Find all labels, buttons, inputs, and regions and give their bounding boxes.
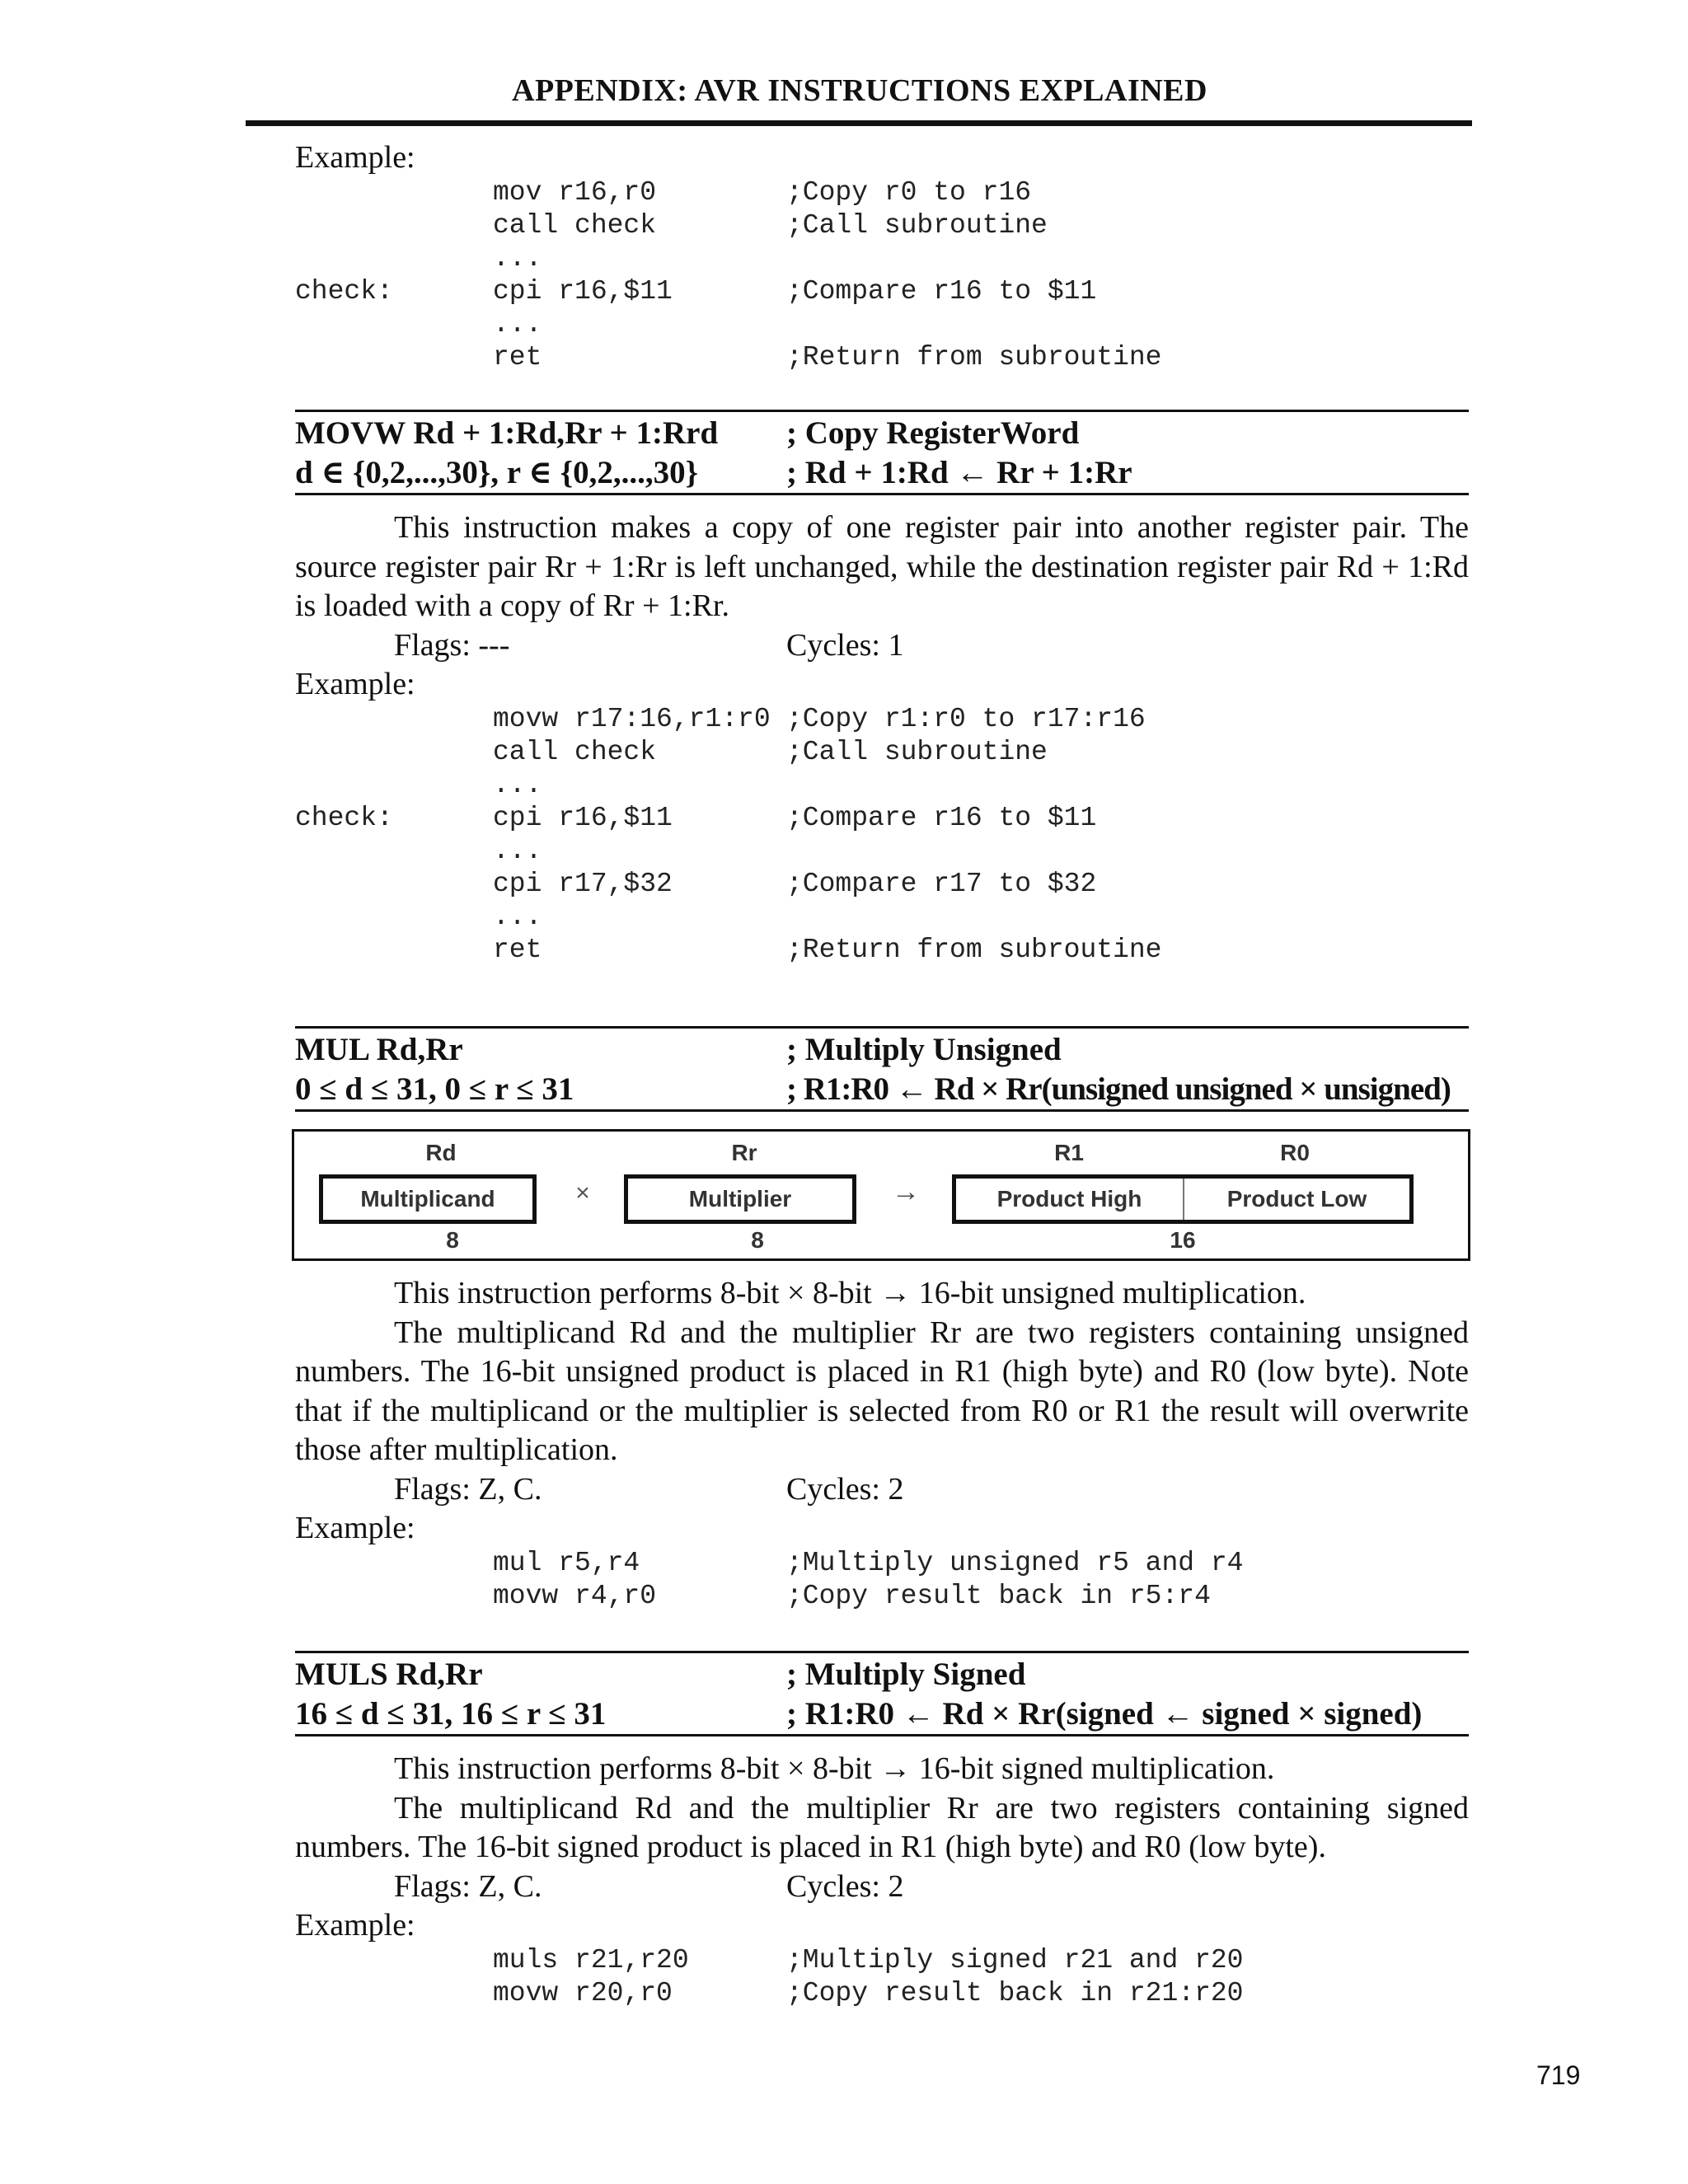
code-line bbox=[295, 736, 1469, 769]
code-instruction: ... bbox=[493, 835, 542, 866]
code-line bbox=[295, 1580, 1469, 1613]
instruction-operation: ; R1:R0 ← Rd × Rr(unsigned unsigned × unsigned) bbox=[786, 1071, 1451, 1107]
times-symbol: × bbox=[575, 1179, 590, 1207]
product-box bbox=[952, 1174, 1414, 1224]
description: This instruction performs 8-bit × 8-bit → 16-bit signed multiplication. bbox=[394, 1751, 1275, 1786]
code-line bbox=[295, 1547, 1469, 1580]
code-instruction: cpi r17,$32 bbox=[493, 868, 673, 899]
code-instruction: movw r17:16,r1:r0 bbox=[493, 703, 771, 734]
arrow-symbol: → bbox=[892, 1176, 920, 1207]
code-line bbox=[295, 209, 1469, 242]
product-high-text: Product High bbox=[956, 1179, 1184, 1220]
instruction-operation: ; Rd + 1:Rd ← Rr + 1:Rr bbox=[786, 455, 1132, 490]
code-label bbox=[295, 308, 493, 341]
code-label bbox=[295, 242, 493, 275]
instruction-header bbox=[295, 1026, 1469, 1112]
instruction-title: ; Multiply Unsigned bbox=[786, 1032, 1062, 1067]
code-instruction: mov r16,r0 bbox=[493, 177, 657, 208]
code-label bbox=[295, 176, 493, 209]
code-block bbox=[295, 1547, 1469, 1613]
example-label: Example: bbox=[295, 1510, 415, 1545]
mul-body bbox=[295, 1274, 1469, 1613]
code-label bbox=[295, 1977, 493, 2010]
code-label: check: bbox=[295, 802, 393, 833]
rr-bits: 8 bbox=[751, 1227, 764, 1253]
instruction-title: ; Multiply Signed bbox=[786, 1657, 1026, 1692]
instruction-operands: d ∈ {0,2,...,30}, r ∈ {0,2,...,30} bbox=[295, 455, 699, 490]
code-line bbox=[295, 802, 1469, 835]
code-label bbox=[295, 835, 493, 868]
code-instruction: ret bbox=[493, 934, 542, 965]
code-comment: ;Copy r0 to r16 bbox=[786, 177, 1032, 208]
code-comment: ;Return from subroutine bbox=[786, 934, 1162, 965]
description: This instruction performs 8-bit × 8-bit → 16-bit unsigned multiplication. bbox=[394, 1276, 1306, 1310]
code-label bbox=[295, 868, 493, 901]
rd-label: Rd bbox=[425, 1140, 457, 1165]
code-comment: ;Return from subroutine bbox=[786, 342, 1162, 373]
code-instruction: cpi r16,$11 bbox=[493, 802, 673, 833]
r1-label: R1 bbox=[1054, 1140, 1084, 1165]
multiplication-diagram bbox=[292, 1129, 1470, 1261]
instruction-header bbox=[295, 410, 1469, 495]
code-comment: ;Call subroutine bbox=[786, 736, 1048, 767]
code-line bbox=[295, 308, 1469, 341]
code-instruction: ... bbox=[493, 243, 542, 274]
flags: Flags: Z, C. bbox=[394, 1868, 542, 1904]
code-instruction: movw r4,r0 bbox=[493, 1580, 657, 1611]
top-example bbox=[295, 138, 1469, 374]
example-label: Example: bbox=[295, 1907, 415, 1943]
code-label bbox=[295, 209, 493, 242]
description: The multiplicand Rd and the multiplier Rr are two registers containing signed numbers. The 16-bit signed product is placed in R1 (high byte) and R0 (low byte). bbox=[295, 1790, 1469, 1864]
code-label bbox=[295, 769, 493, 802]
code-label bbox=[295, 934, 493, 967]
code-line bbox=[295, 242, 1469, 275]
r0-label: R0 bbox=[1280, 1140, 1310, 1165]
code-instruction: call check bbox=[493, 210, 657, 241]
cycles: Cycles: 1 bbox=[786, 627, 904, 663]
page-number: 719 bbox=[1536, 2060, 1581, 2090]
rr-label: Rr bbox=[731, 1140, 757, 1165]
flags: Flags: --- bbox=[394, 627, 510, 663]
code-line bbox=[295, 934, 1469, 967]
code-line bbox=[295, 769, 1469, 802]
mul-section bbox=[295, 1026, 1469, 1112]
flags: Flags: Z, C. bbox=[394, 1471, 542, 1507]
code-instruction: call check bbox=[493, 736, 657, 767]
code-comment: ;Multiply unsigned r5 and r4 bbox=[786, 1547, 1244, 1578]
header-rule bbox=[246, 120, 1472, 126]
instruction-operation: ; R1:R0 ← Rd × Rr(signed ← signed × signed) bbox=[786, 1696, 1423, 1732]
description: This instruction makes a copy of one register pair into another register pair. The source register pair Rr + 1:Rr is left unchanged, while the destination register pair Rd + 1:Rd is loaded with a copy of Rr + 1:Rr. bbox=[295, 510, 1469, 623]
code-instruction: ... bbox=[493, 309, 542, 340]
code-comment: ;Compare r17 to $32 bbox=[786, 868, 1097, 899]
instruction-syntax: MULS Rd,Rr bbox=[295, 1657, 483, 1692]
code-line bbox=[295, 176, 1469, 209]
flags-cycles bbox=[295, 626, 1469, 665]
code-comment: ;Copy r1:r0 to r17:r16 bbox=[786, 703, 1146, 734]
multiplier-text: Multiplier bbox=[688, 1186, 792, 1212]
multiplicand-text: Multiplicand bbox=[360, 1186, 495, 1212]
code-instruction: ... bbox=[493, 901, 542, 932]
code-label bbox=[295, 736, 493, 769]
cycles: Cycles: 2 bbox=[786, 1868, 904, 1904]
product-low-text: Product Low bbox=[1226, 1186, 1367, 1212]
code-comment: ;Call subroutine bbox=[786, 210, 1048, 241]
code-line bbox=[295, 275, 1469, 308]
code-line bbox=[295, 835, 1469, 868]
code-instruction: cpi r16,$11 bbox=[493, 276, 673, 307]
code-comment: ;Copy result back in r5:r4 bbox=[786, 1580, 1211, 1611]
code-instruction: ret bbox=[493, 342, 542, 373]
code-line bbox=[295, 868, 1469, 901]
flags-cycles bbox=[295, 1868, 1469, 1906]
multiplicand-box bbox=[319, 1174, 537, 1224]
flags-cycles bbox=[295, 1470, 1469, 1509]
instruction-syntax: MOVW Rd + 1:Rd,Rr + 1:Rrd bbox=[295, 415, 719, 451]
code-label bbox=[295, 341, 493, 374]
example-label: Example: bbox=[295, 666, 415, 701]
instruction-syntax: MUL Rd,Rr bbox=[295, 1032, 463, 1067]
code-label: check: bbox=[295, 276, 393, 307]
code-block bbox=[295, 1944, 1469, 2010]
code-label bbox=[295, 901, 493, 934]
movw-section bbox=[295, 410, 1469, 967]
code-line bbox=[295, 341, 1469, 374]
description: The multiplicand Rd and the multiplier Rr are two registers containing unsigned numbers. The 16-bit unsigned product is placed in R1 (high byte) and R0 (low byte). Note that if the multiplicand or the multiplier is selected from R0 or R1 the result will overwrite those after multiplication. bbox=[295, 1315, 1469, 1467]
example-label: Example: bbox=[295, 140, 415, 175]
instruction-header bbox=[295, 1651, 1469, 1736]
instruction-operands: 0 ≤ d ≤ 31, 0 ≤ r ≤ 31 bbox=[295, 1071, 574, 1107]
cycles: Cycles: 2 bbox=[786, 1471, 904, 1507]
code-line bbox=[295, 1944, 1469, 1977]
code-block bbox=[295, 176, 1469, 374]
code-comment: ;Multiply signed r21 and r20 bbox=[786, 1944, 1244, 1975]
code-instruction: mul r5,r4 bbox=[493, 1547, 640, 1578]
muls-section bbox=[295, 1651, 1469, 2010]
code-instruction: muls r21,r20 bbox=[493, 1944, 689, 1975]
code-comment: ;Compare r16 to $11 bbox=[786, 276, 1097, 307]
multiplier-box bbox=[624, 1174, 856, 1224]
code-comment: ;Copy result back in r21:r20 bbox=[786, 1977, 1244, 2008]
code-line bbox=[295, 1977, 1469, 2010]
code-line bbox=[295, 901, 1469, 934]
code-line bbox=[295, 703, 1469, 736]
rd-bits: 8 bbox=[446, 1227, 459, 1253]
product-bits: 16 bbox=[1170, 1227, 1196, 1253]
code-label bbox=[295, 1547, 493, 1580]
running-header: APPENDIX: AVR INSTRUCTIONS EXPLAINED bbox=[512, 73, 1207, 108]
code-label bbox=[295, 1944, 493, 1977]
code-instruction: movw r20,r0 bbox=[493, 1977, 673, 2008]
code-comment: ;Compare r16 to $11 bbox=[786, 802, 1097, 833]
code-instruction: ... bbox=[493, 769, 542, 800]
code-label bbox=[295, 703, 493, 736]
code-label bbox=[295, 1580, 493, 1613]
instruction-title: ; Copy RegisterWord bbox=[786, 415, 1080, 451]
code-block bbox=[295, 703, 1469, 967]
instruction-operands: 16 ≤ d ≤ 31, 16 ≤ r ≤ 31 bbox=[295, 1696, 607, 1732]
